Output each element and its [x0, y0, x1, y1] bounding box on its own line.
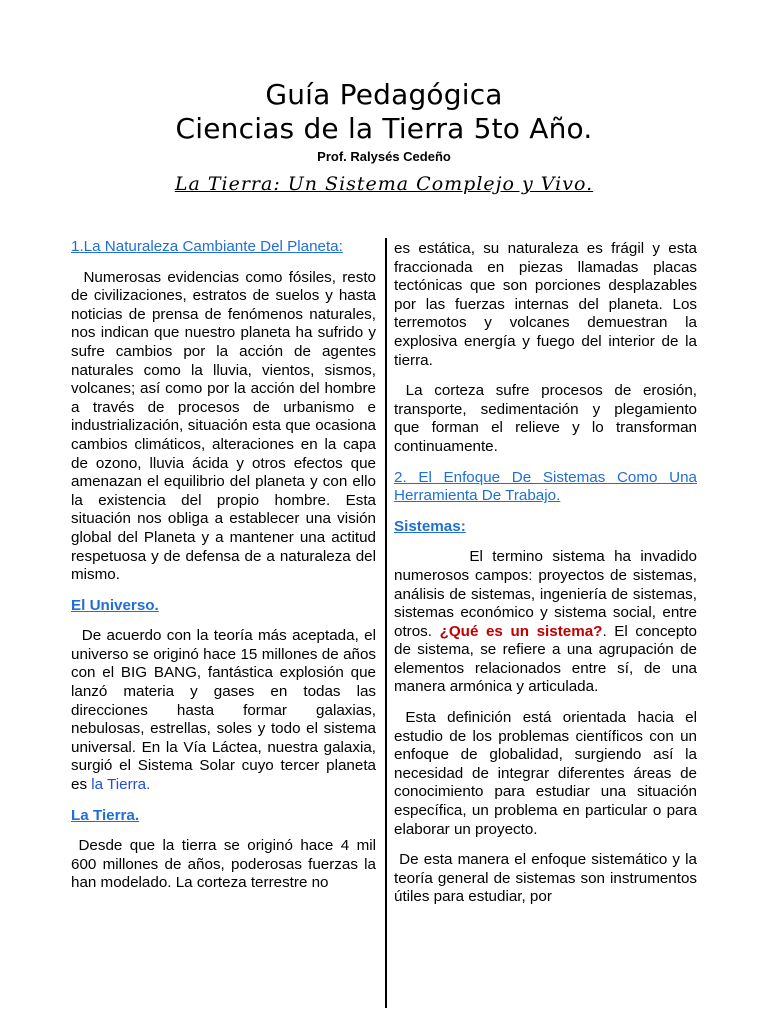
title-line-2: Ciencias de la Tierra 5to Año.	[175, 112, 593, 145]
section-heading-enfoque-sistemas: 2. El Enfoque De Sistemas Como Una Herramienta De Trabajo.	[394, 468, 697, 505]
paragraph-erosion: La corteza sufre procesos de erosión, transporte, sedimentación y plegamiento que forman el relieve y lo transforman continuamente.	[394, 382, 702, 455]
document-subtitle: La Tierra: Un Sistema Complejo y Vivo.	[174, 173, 594, 195]
paragraph-universo-text: De acuerdo con la teoría más aceptada, el universo se originó hace 15 millones de años con el BIG BANG, fantástica explosión que lanzó materia y gases en todas las direcciones hasta formar galaxias, nebulosas, estrellas, soles y todo el sistema universal. En la Vía Láctea, nuestra galaxia, surgió el Sistema Solar cuyo tercer planeta es	[71, 627, 381, 794]
title-line-1: Guía Pedagógica	[265, 78, 503, 111]
document-header	[0, 78, 768, 198]
paragraph-corteza-continuation: es estática, su naturaleza es frágil y esta fraccionada en piezas llamadas placas tectónicas que son porciones desplazables por las fuerzas internas del planeta. Los terremotos y volcanes demuestran la explosiva energía y fuego del interior de la tierra.	[394, 240, 697, 369]
question-que-es-sistema: ¿Qué es un sistema?	[439, 622, 603, 640]
left-column	[71, 238, 381, 893]
paragraph-universo	[71, 627, 381, 794]
section-heading-naturaleza: 1.La Naturaleza Cambiante Del Planeta:	[71, 238, 343, 255]
section-heading-tierra: La Tierra.	[71, 806, 140, 824]
paragraph-tierra: Desde que la tierra se originó hace 4 mil 600 millones de años, poderosas fuerzas la han modelado. La corteza terrestre no	[71, 837, 381, 892]
paragraph-enfoque-sistematico: De esta manera el enfoque sistemático y la teoría general de sistemas son instrumentos útiles para estudiar, por	[394, 851, 702, 906]
paragraph-definicion: Esta definición está orientada hacia el estudio de los problemas científicos con un enfoque de globalidad, surgiendo así la necesidad de integrar diferentes áreas de conocimiento para estudiar una situación específica, un problema en particular o para elaborar un proyecto.	[394, 709, 706, 838]
paragraph-sistemas	[394, 548, 702, 697]
section-heading-sistemas: Sistemas:	[394, 517, 466, 535]
column-divider	[385, 238, 387, 1008]
paragraph-sistemas-rest: . El concepto de sistema, se refiere a una agrupación de elementos relacionados entre sí, de una manera armónica y articulada.	[394, 622, 702, 696]
right-column	[394, 240, 706, 907]
author-line: Prof. Ralysés Cedeño	[317, 149, 451, 164]
paragraph-naturaleza: Numerosas evidencias como fósiles, resto de civilizaciones, estratos de suelos y hasta noticias de prensa de fenómenos naturales, nos indican que nuestro planeta ha sufrido y sufre cambios por la acción de agentes naturales como la lluvia, vientos, sismos, volcanes; así como por la acción del hombre a través de procesos de urbanismo e industrialización, situación esta que ocasiona cambios climáticos, alteraciones en la capa de ozono, lluvia ácida y otros efectos que amenazan el equilibrio del planeta y con ello la existencia del propio hombre. Esta situación nos obliga a establecer una visión global del Planeta y a mantener una actitud respetuosa y de defensa de a naturaleza del mismo.	[71, 268, 381, 584]
section-heading-universo: El Universo.	[71, 596, 159, 614]
paragraph-sistemas-text: El termino sistema ha invadido numerosos campos: proyectos de sistemas, análisis de sistemas, ingeniería de sistemas, sistemas económico y sistema social, entre otros.	[394, 548, 702, 640]
highlight-la-tierra: la Tierra.	[91, 776, 151, 794]
